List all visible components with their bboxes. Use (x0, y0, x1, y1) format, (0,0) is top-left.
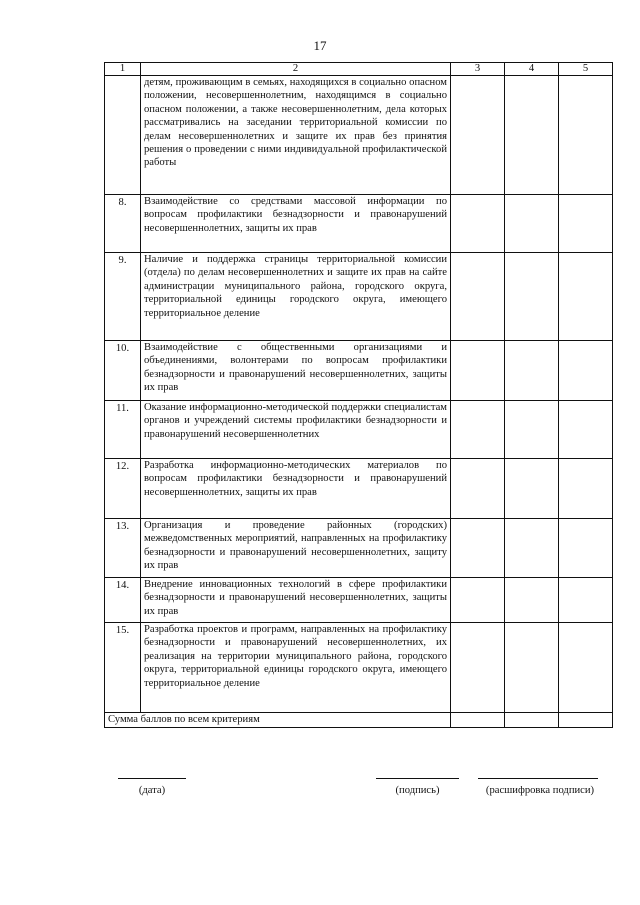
row-number: 13. (105, 519, 141, 578)
score-cell[interactable] (559, 195, 613, 253)
row-number: 12. (105, 459, 141, 519)
score-cell[interactable] (559, 578, 613, 623)
criterion-text: Внедрение инновационных технологий в сфере профилактики безнадзорности и правонарушений несовершеннолетних, защиты их прав (141, 578, 451, 623)
criterion-text: Оказание информационно-методической поддержки специалистам органов и учреждений системы профилактики безнадзорности и правонарушений несовершеннолетних (141, 401, 451, 459)
score-cell[interactable] (451, 195, 505, 253)
table-row (105, 623, 613, 713)
score-cell[interactable] (451, 578, 505, 623)
date-label: (дата) (138, 785, 166, 796)
signature-block (0, 778, 640, 808)
criterion-text: Организация и проведение районных (городских) межведомственных мероприятий, направленных на профилактику безнадзорности и правонарушений несовершеннолетних, защиту их прав (141, 519, 451, 578)
criteria-table (104, 62, 613, 728)
score-cell[interactable] (559, 459, 613, 519)
column-header-4: 4 (505, 63, 559, 76)
signature-line[interactable] (376, 778, 459, 779)
table-row (105, 341, 613, 401)
score-cell[interactable] (559, 341, 613, 401)
sum-row (105, 713, 613, 728)
score-cell[interactable] (505, 519, 559, 578)
score-cell[interactable] (451, 341, 505, 401)
row-number: 14. (105, 578, 141, 623)
score-cell[interactable] (559, 401, 613, 459)
table-row (105, 401, 613, 459)
row-number: 15. (105, 623, 141, 713)
table-row (105, 519, 613, 578)
signature-label: (подпись) (395, 785, 440, 796)
column-header-2: 2 (141, 63, 451, 76)
table-header-row (105, 63, 613, 76)
score-cell[interactable] (505, 578, 559, 623)
score-cell[interactable] (505, 253, 559, 341)
score-cell[interactable] (505, 195, 559, 253)
criterion-text: Взаимодействие с общественными организациями и объединениями, волонтерами по вопросам профилактики безнадзорности и правонарушений несовершеннолетних, защиты их прав (141, 341, 451, 401)
signature-decode-label: (расшифровка подписи) (485, 785, 595, 796)
signature-decode-line[interactable] (478, 778, 598, 779)
row-number (105, 76, 141, 195)
table-row (105, 195, 613, 253)
table-row (105, 253, 613, 341)
criterion-text: Взаимодействие со средствами массовой информации по вопросам профилактики безнадзорности и правонарушений несовершеннолетних, защиты их прав (141, 195, 451, 253)
sum-score-cell[interactable] (505, 713, 559, 728)
sum-score-cell[interactable] (559, 713, 613, 728)
score-cell[interactable] (451, 459, 505, 519)
sum-score-cell[interactable] (451, 713, 505, 728)
score-cell[interactable] (559, 623, 613, 713)
column-header-1: 1 (105, 63, 141, 76)
row-number: 8. (105, 195, 141, 253)
score-cell[interactable] (451, 519, 505, 578)
page-number: 17 (313, 38, 327, 53)
score-cell[interactable] (559, 519, 613, 578)
column-header-3: 3 (451, 63, 505, 76)
criterion-text: детям, проживающим в семьях, находящихся в социально опасном положении, несовершеннолетним, находящимся в социально опасном положении, а также несовершеннолетним, дела которых рассматривались на заседании территориальной комиссии по делам несовершеннолетних и защите их прав без принятия решения о проведении с ними индивидуальной профилактической работы (141, 76, 451, 195)
score-cell[interactable] (505, 623, 559, 713)
score-cell[interactable] (505, 76, 559, 195)
sum-label: Сумма баллов по всем критериям (105, 713, 451, 728)
row-number: 9. (105, 253, 141, 341)
row-number: 11. (105, 401, 141, 459)
score-cell[interactable] (559, 253, 613, 341)
table-row (105, 578, 613, 623)
column-header-5: 5 (559, 63, 613, 76)
criterion-text: Разработка информационно-методических материалов по вопросам профилактики безнадзорности и правонарушений несовершеннолетних, защиты их прав (141, 459, 451, 519)
score-cell[interactable] (451, 623, 505, 713)
score-cell[interactable] (505, 401, 559, 459)
score-cell[interactable] (505, 459, 559, 519)
score-cell[interactable] (505, 341, 559, 401)
score-cell[interactable] (559, 76, 613, 195)
score-cell[interactable] (451, 76, 505, 195)
row-number: 10. (105, 341, 141, 401)
table-row (105, 76, 613, 195)
score-cell[interactable] (451, 401, 505, 459)
score-cell[interactable] (451, 253, 505, 341)
table-row (105, 459, 613, 519)
date-line[interactable] (118, 778, 186, 779)
criterion-text: Разработка проектов и программ, направленных на профилактику безнадзорности и правонарушений несовершеннолетних, их реализация на территории муниципального района, городского округа, территориальной единицы городского округа, имеющего территориальное деление (141, 623, 451, 713)
criterion-text: Наличие и поддержка страницы территориальной комиссии (отдела) по делам несовершеннолетних и защите их прав на сайте администрации муниципального района, городского округа, территориальной единицы городского округа, имеющего территориальное деление (141, 253, 451, 341)
